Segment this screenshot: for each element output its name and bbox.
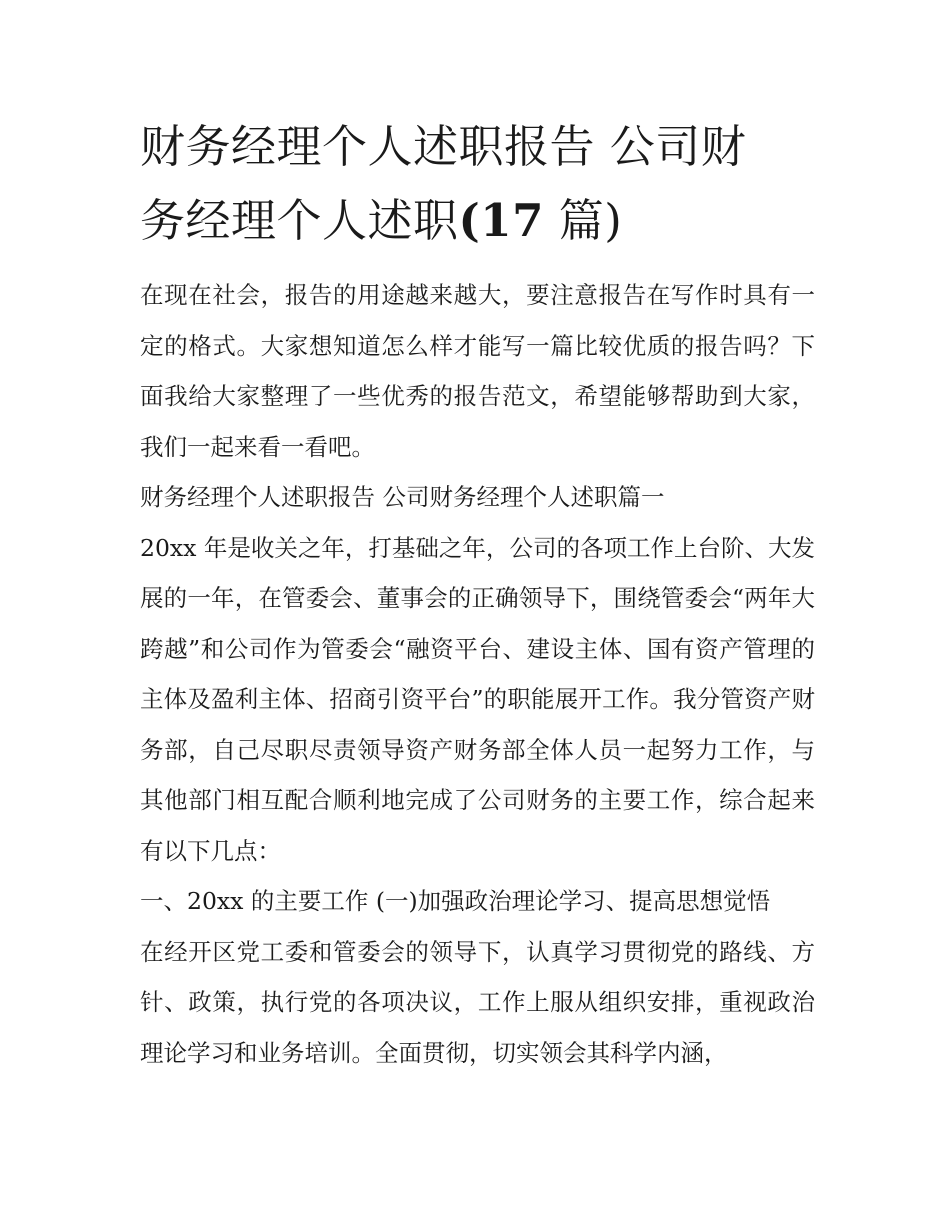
title-count: (17 [458, 194, 544, 247]
section-heading: 财务经理个人述职报告 公司财务经理个人述职篇一 [140, 483, 665, 511]
subsection-heading: 一、20xx 的主要工作 (一)加强政治理论学习、提高思想觉悟 [140, 887, 771, 915]
title-line-2: 务经理个人述职 [140, 194, 459, 247]
intro-paragraph: 在现在社会，报告的用途越来越大，要注意报告在写作时具有一定的格式。大家想知道怎么样才能写一篇比较优质的报告吗？下面我给大家整理了一些优秀的报告范文，希望能够帮助到大家，我们一起来看一看吧。 [140, 281, 815, 461]
document-page [140, 110, 815, 1078]
title-suffix: 篇) [543, 194, 623, 247]
title-line-1: 财务经理个人述职报告 公司财 [140, 120, 747, 173]
body-paragraph: 20xx 年是收关之年，打基础之年，公司的各项工作上台阶、大发展的一年，在管委会、董事会的正确领导下，围绕管委会“两年大跨越”和公司作为管委会“融资平台、建设主体、国有资产管理的主体及盈利主体、招商引资平台”的职能展开工作。我分管资产财务部，自己尽职尽责领导资产财务部全体人员一起努力工作，与其他部门相互配合顺利地完成了公司财务的主要工作，综合起来有以下几点： [140, 533, 815, 865]
document-title [140, 110, 815, 258]
body-paragraph: 在经开区党工委和管委会的领导下，认真学习贯彻党的路线、方针、政策，执行党的各项决议，工作上服从组织安排，重视政治理论学习和业务培训。全面贯彻，切实领会其科学内涵， [140, 937, 815, 1067]
